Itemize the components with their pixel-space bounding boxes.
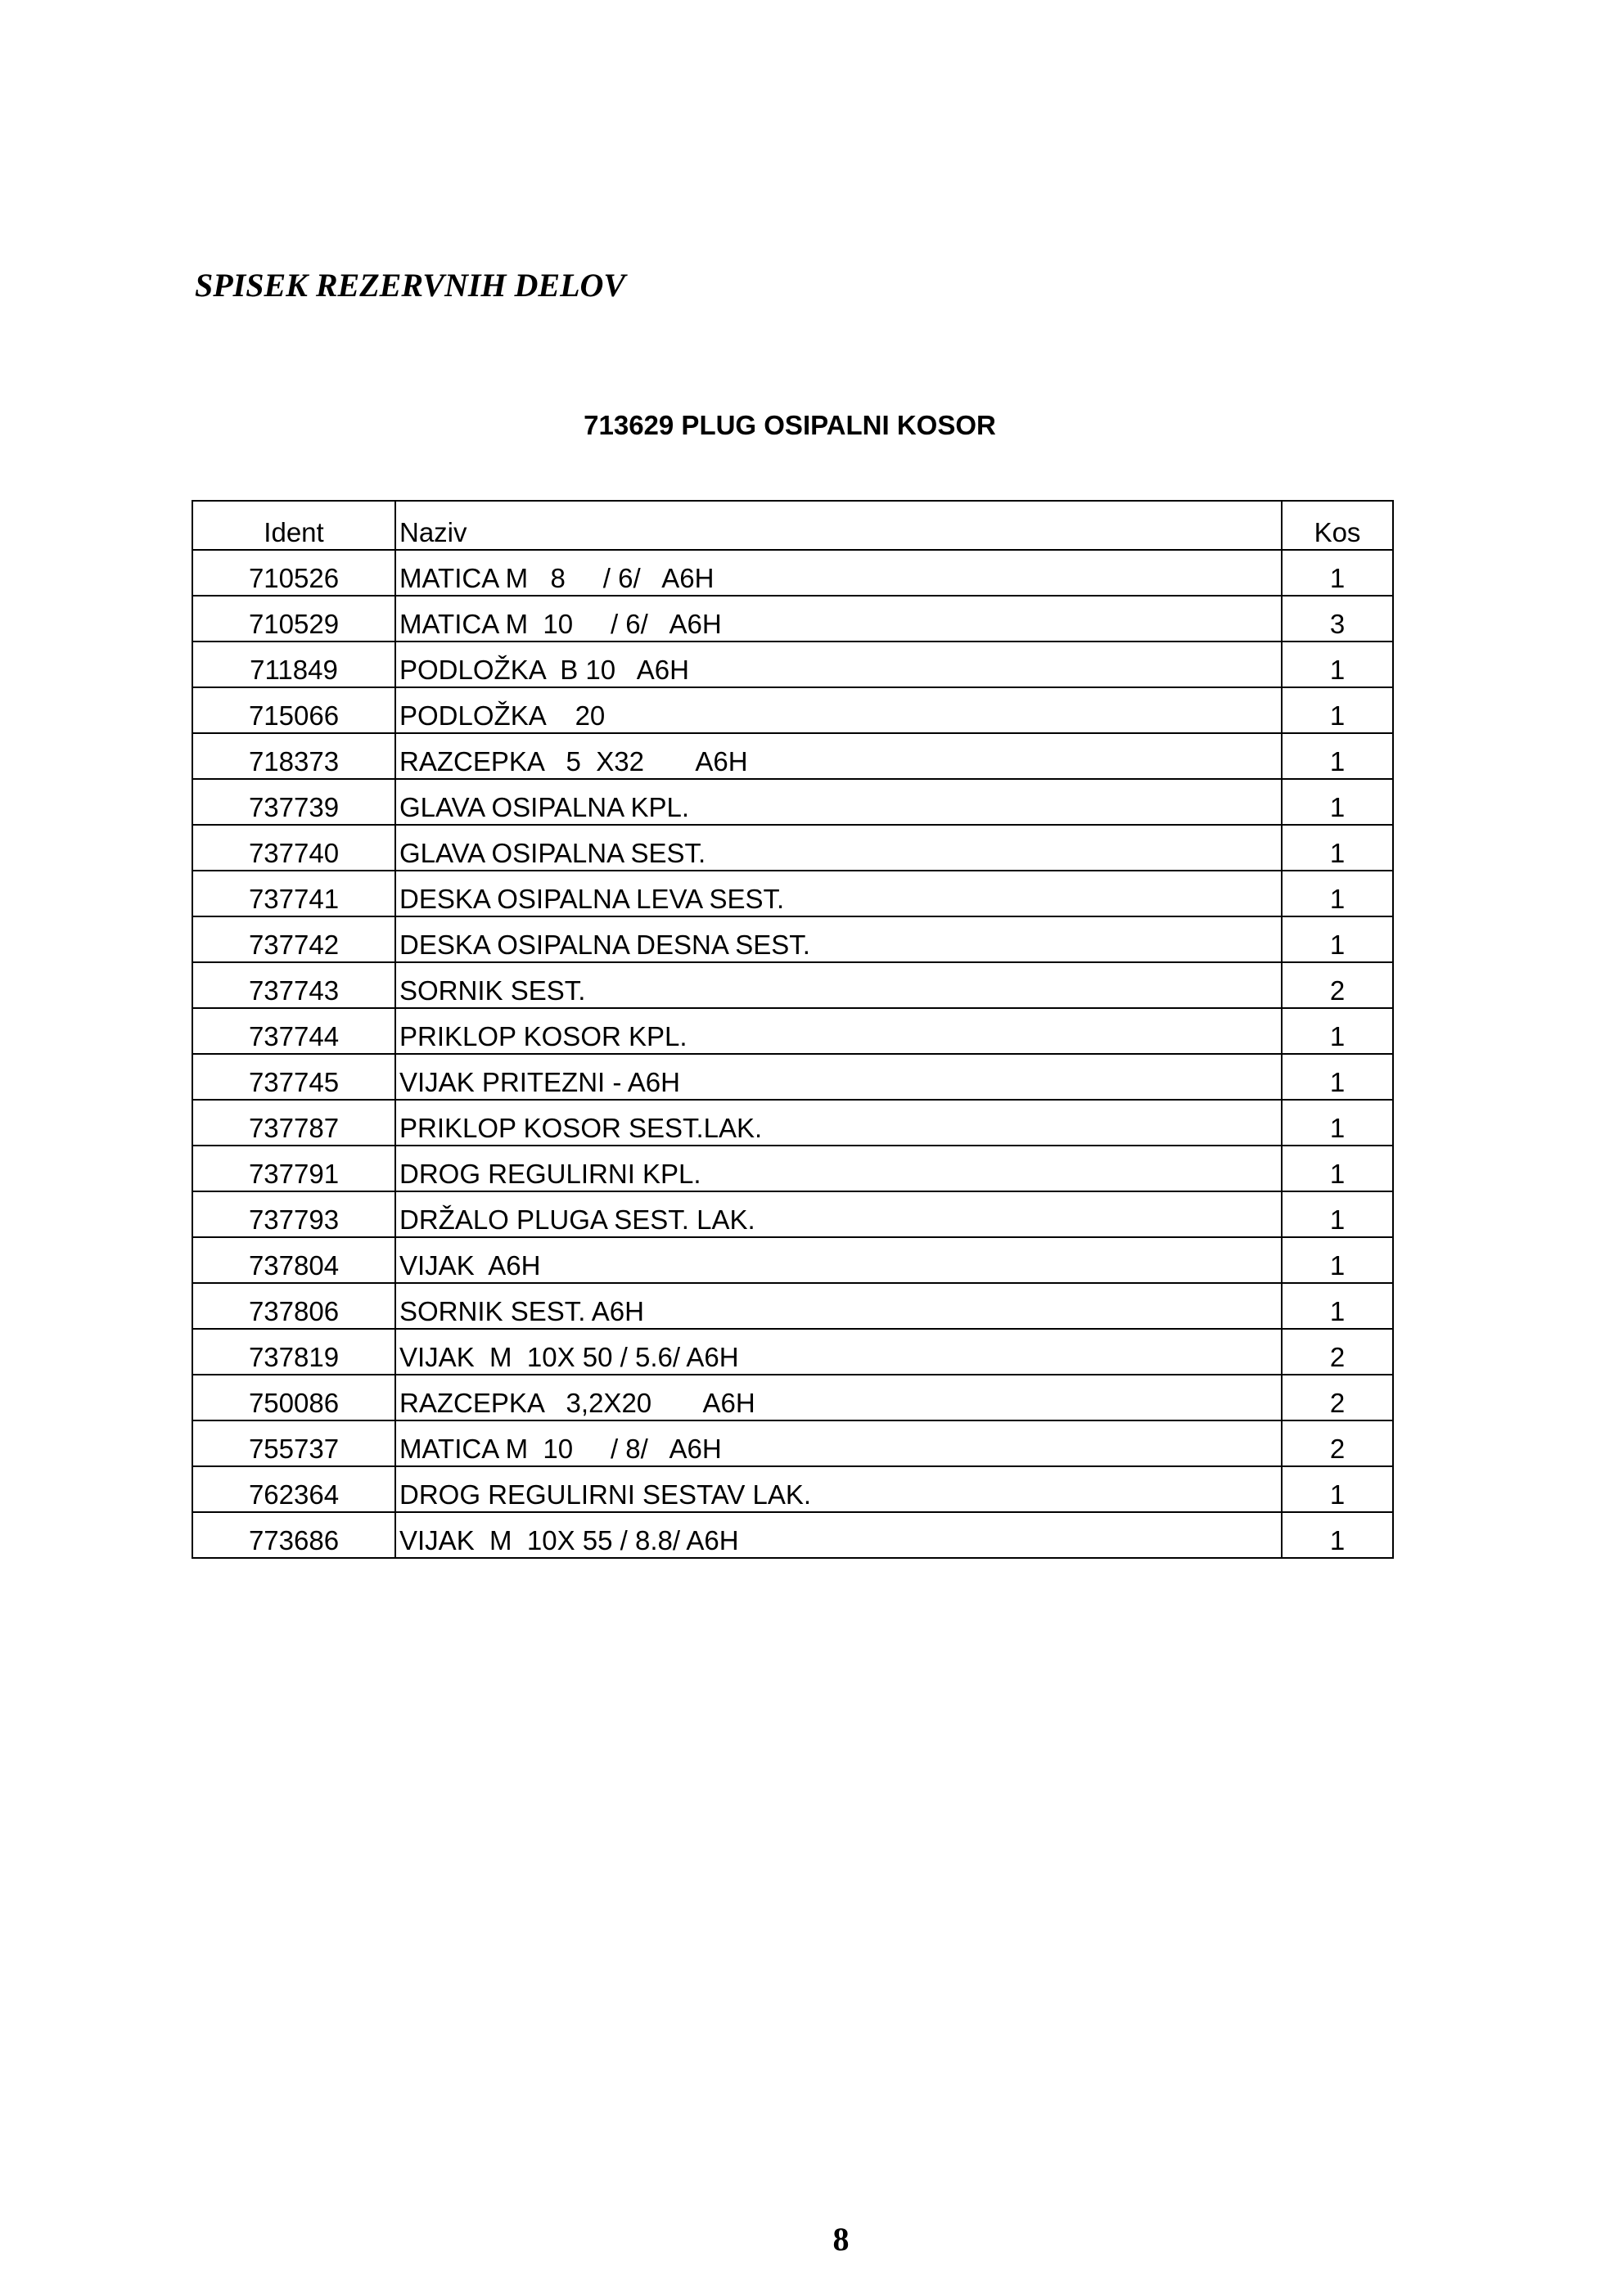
cell-naziv: GLAVA OSIPALNA KPL. xyxy=(395,779,1282,825)
cell-kos: 1 xyxy=(1282,871,1393,916)
cell-kos: 1 xyxy=(1282,687,1393,733)
page-number: 8 xyxy=(832,2221,850,2258)
cell-kos: 1 xyxy=(1282,1008,1393,1054)
cell-ident: 737743 xyxy=(192,962,395,1008)
table-row xyxy=(192,871,1393,916)
table-row xyxy=(192,1375,1393,1420)
table-row xyxy=(192,733,1393,779)
table-row xyxy=(192,1008,1393,1054)
cell-kos: 1 xyxy=(1282,916,1393,962)
table-row xyxy=(192,1420,1393,1466)
cell-ident: 737787 xyxy=(192,1100,395,1146)
cell-kos: 1 xyxy=(1282,642,1393,687)
cell-naziv: DESKA OSIPALNA LEVA SEST. xyxy=(395,871,1282,916)
cell-naziv: MATICA M 8 / 6/ A6H xyxy=(395,550,1282,596)
cell-naziv: PRIKLOP KOSOR SEST.LAK. xyxy=(395,1100,1282,1146)
cell-naziv: PODLOŽKA B 10 A6H xyxy=(395,642,1282,687)
cell-kos: 1 xyxy=(1282,779,1393,825)
cell-ident: 737741 xyxy=(192,871,395,916)
parts-table-header xyxy=(192,501,1393,550)
table-row xyxy=(192,825,1393,871)
cell-ident: 737744 xyxy=(192,1008,395,1054)
cell-ident: 711849 xyxy=(192,642,395,687)
cell-naziv: VIJAK PRITEZNI - A6H xyxy=(395,1054,1282,1100)
cell-naziv: PRIKLOP KOSOR KPL. xyxy=(395,1008,1282,1054)
cell-kos: 1 xyxy=(1282,1191,1393,1237)
cell-ident: 737742 xyxy=(192,916,395,962)
table-row xyxy=(192,642,1393,687)
cell-kos: 1 xyxy=(1282,1237,1393,1283)
table-row xyxy=(192,550,1393,596)
cell-kos: 2 xyxy=(1282,1375,1393,1420)
cell-ident: 737745 xyxy=(192,1054,395,1100)
table-row xyxy=(192,1237,1393,1283)
cell-naziv: DROG REGULIRNI KPL. xyxy=(395,1146,1282,1191)
cell-ident: 715066 xyxy=(192,687,395,733)
cell-ident: 737740 xyxy=(192,825,395,871)
table-row xyxy=(192,1191,1393,1237)
cell-naziv: RAZCEPKA 5 X32 A6H xyxy=(395,733,1282,779)
parts-table-body xyxy=(192,550,1393,1558)
table-row xyxy=(192,1512,1393,1558)
cell-kos: 2 xyxy=(1282,1420,1393,1466)
table-row xyxy=(192,1054,1393,1100)
cell-ident: 737739 xyxy=(192,779,395,825)
cell-kos: 1 xyxy=(1282,825,1393,871)
table-row xyxy=(192,687,1393,733)
table-row xyxy=(192,1466,1393,1512)
cell-kos: 2 xyxy=(1282,1329,1393,1375)
table-row xyxy=(192,596,1393,642)
cell-ident: 737806 xyxy=(192,1283,395,1329)
header-row xyxy=(192,501,1393,550)
table-row xyxy=(192,962,1393,1008)
table-row xyxy=(192,1283,1393,1329)
cell-naziv: DRŽALO PLUGA SEST. LAK. xyxy=(395,1191,1282,1237)
parts-table xyxy=(192,500,1394,1559)
cell-kos: 1 xyxy=(1282,550,1393,596)
cell-kos: 1 xyxy=(1282,1283,1393,1329)
cell-naziv: SORNIK SEST. A6H xyxy=(395,1283,1282,1329)
cell-ident: 718373 xyxy=(192,733,395,779)
cell-kos: 1 xyxy=(1282,1100,1393,1146)
cell-naziv: PODLOŽKA 20 xyxy=(395,687,1282,733)
parts-list-title: 713629 PLUG OSIPALNI KOSOR xyxy=(584,410,996,440)
cell-kos: 3 xyxy=(1282,596,1393,642)
column-header-kos: Kos xyxy=(1282,501,1393,550)
cell-naziv: MATICA M 10 / 8/ A6H xyxy=(395,1420,1282,1466)
cell-naziv: RAZCEPKA 3,2X20 A6H xyxy=(395,1375,1282,1420)
cell-kos: 2 xyxy=(1282,962,1393,1008)
table-row xyxy=(192,1146,1393,1191)
cell-kos: 1 xyxy=(1282,1054,1393,1100)
cell-naziv: DESKA OSIPALNA DESNA SEST. xyxy=(395,916,1282,962)
cell-naziv: VIJAK M 10X 50 / 5.6/ A6H xyxy=(395,1329,1282,1375)
table-row xyxy=(192,1100,1393,1146)
cell-ident: 737804 xyxy=(192,1237,395,1283)
cell-ident: 737793 xyxy=(192,1191,395,1237)
table-row xyxy=(192,1329,1393,1375)
cell-ident: 773686 xyxy=(192,1512,395,1558)
cell-naziv: VIJAK A6H xyxy=(395,1237,1282,1283)
cell-ident: 762364 xyxy=(192,1466,395,1512)
cell-kos: 1 xyxy=(1282,1466,1393,1512)
cell-kos: 1 xyxy=(1282,1146,1393,1191)
column-header-naziv: Naziv xyxy=(395,501,1282,550)
cell-ident: 737819 xyxy=(192,1329,395,1375)
cell-ident: 710529 xyxy=(192,596,395,642)
cell-naziv: SORNIK SEST. xyxy=(395,962,1282,1008)
cell-naziv: MATICA M 10 / 6/ A6H xyxy=(395,596,1282,642)
cell-kos: 1 xyxy=(1282,1512,1393,1558)
cell-ident: 737791 xyxy=(192,1146,395,1191)
column-header-ident: Ident xyxy=(192,501,395,550)
cell-ident: 710526 xyxy=(192,550,395,596)
cell-ident: 750086 xyxy=(192,1375,395,1420)
cell-ident: 755737 xyxy=(192,1420,395,1466)
table-row xyxy=(192,916,1393,962)
document-heading: SPISEK REZERVNIH DELOV xyxy=(195,267,626,304)
table-row xyxy=(192,779,1393,825)
cell-naziv: DROG REGULIRNI SESTAV LAK. xyxy=(395,1466,1282,1512)
cell-kos: 1 xyxy=(1282,733,1393,779)
cell-naziv: GLAVA OSIPALNA SEST. xyxy=(395,825,1282,871)
cell-naziv: VIJAK M 10X 55 / 8.8/ A6H xyxy=(395,1512,1282,1558)
